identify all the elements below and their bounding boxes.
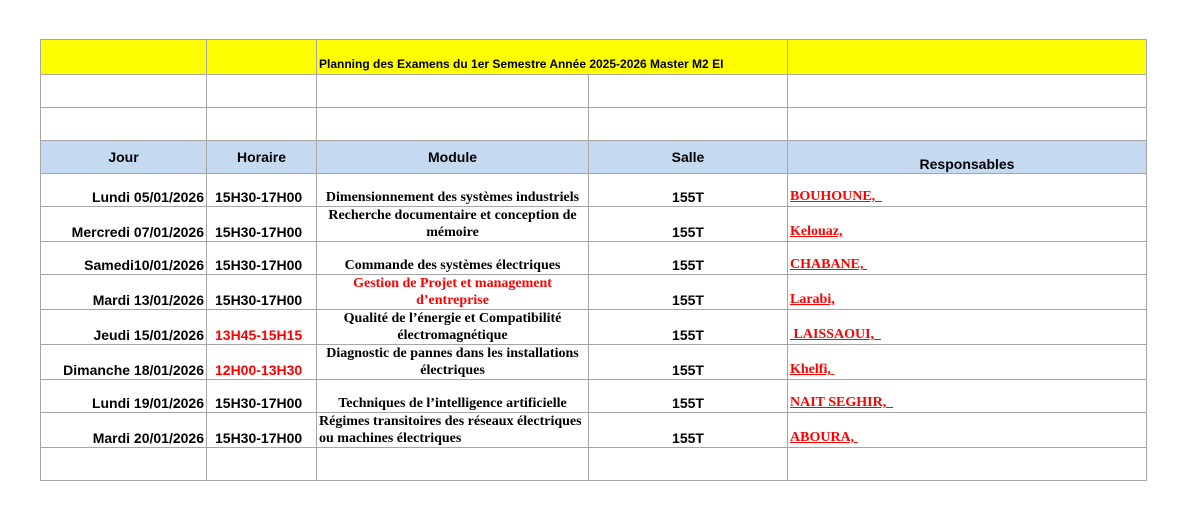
table-row [41, 380, 1147, 413]
salle-cell[interactable]: 155T [589, 174, 788, 207]
cell[interactable] [207, 108, 317, 141]
title-row [41, 40, 1147, 75]
module-cell[interactable]: Dimensionnement des systèmes industriels [317, 174, 589, 207]
salle-cell[interactable]: 155T [589, 275, 788, 310]
cell[interactable] [317, 75, 589, 108]
cell[interactable] [317, 448, 589, 481]
jour-cell[interactable]: Mardi 20/01/2026 [41, 413, 207, 448]
cell[interactable] [788, 448, 1147, 481]
table-row [41, 310, 1147, 345]
salle-cell[interactable]: 155T [589, 310, 788, 345]
salle-cell[interactable]: 155T [589, 380, 788, 413]
cell[interactable] [41, 448, 207, 481]
responsable-cell[interactable]: ABOURA, [788, 413, 1147, 448]
cell[interactable] [41, 40, 207, 75]
horaire-cell[interactable]: 15H30-17H00 [207, 275, 317, 310]
cell[interactable] [788, 40, 1147, 75]
salle-cell[interactable]: 155T [589, 413, 788, 448]
header-responsables[interactable]: Responsables [788, 141, 1147, 174]
responsable-cell[interactable]: Khelfi, [788, 345, 1147, 380]
module-cell[interactable]: Techniques de l’intelligence artificielle [317, 380, 589, 413]
header-salle[interactable]: Salle [589, 141, 788, 174]
table-row [41, 345, 1147, 380]
cell[interactable] [41, 75, 207, 108]
cell[interactable] [41, 108, 207, 141]
module-cell[interactable]: Diagnostic de pannes dans les installations électriques [317, 345, 589, 380]
jour-cell[interactable]: Samedi10/01/2026 [41, 242, 207, 275]
horaire-cell[interactable]: 15H30-17H00 [207, 207, 317, 242]
header-horaire[interactable]: Horaire [207, 141, 317, 174]
table-row [41, 242, 1147, 275]
responsable-cell[interactable]: CHABANE, [788, 242, 1147, 275]
horaire-cell[interactable]: 13H45-15H15 [207, 310, 317, 345]
jour-cell[interactable]: Lundi 05/01/2026 [41, 174, 207, 207]
horaire-cell[interactable]: 15H30-17H00 [207, 174, 317, 207]
jour-cell[interactable]: Mercredi 07/01/2026 [41, 207, 207, 242]
salle-cell[interactable]: 155T [589, 207, 788, 242]
horaire-cell[interactable]: 12H00-13H30 [207, 345, 317, 380]
table-row [41, 207, 1147, 242]
module-cell[interactable]: Qualité de l’énergie et Compatibilité électromagnétique [317, 310, 589, 345]
table-row [41, 275, 1147, 310]
responsable-cell[interactable]: Larabi, [788, 275, 1147, 310]
cell[interactable] [207, 448, 317, 481]
responsable-cell[interactable]: Kelouaz, [788, 207, 1147, 242]
table-row [41, 413, 1147, 448]
header-row [41, 141, 1147, 174]
cell[interactable] [589, 75, 788, 108]
jour-cell[interactable]: Lundi 19/01/2026 [41, 380, 207, 413]
empty-row [41, 448, 1147, 481]
salle-cell[interactable]: 155T [589, 345, 788, 380]
header-module[interactable]: Module [317, 141, 589, 174]
responsable-cell[interactable]: NAIT SEGHIR, [788, 380, 1147, 413]
page-title: Planning des Examens du 1er Semestre Année 2025-2026 Master M2 EI [319, 57, 724, 71]
responsable-cell[interactable]: LAISSAOUI, [788, 310, 1147, 345]
jour-cell[interactable]: Mardi 13/01/2026 [41, 275, 207, 310]
module-cell[interactable]: Recherche documentaire et conception de mémoire [317, 207, 589, 242]
cell[interactable] [788, 75, 1147, 108]
cell[interactable] [788, 108, 1147, 141]
horaire-cell[interactable]: 15H30-17H00 [207, 380, 317, 413]
salle-cell[interactable]: 155T [589, 242, 788, 275]
cell[interactable] [589, 108, 788, 141]
cell[interactable] [589, 448, 788, 481]
exam-schedule-table [40, 39, 1147, 481]
cell[interactable] [207, 40, 317, 75]
empty-row [41, 75, 1147, 108]
horaire-cell[interactable]: 15H30-17H00 [207, 242, 317, 275]
header-jour[interactable]: Jour [41, 141, 207, 174]
module-cell[interactable]: Régimes transitoires des réseaux électriques ou machines électriques [317, 413, 589, 448]
table-row [41, 174, 1147, 207]
title-cell[interactable] [317, 40, 788, 75]
horaire-cell[interactable]: 15H30-17H00 [207, 413, 317, 448]
module-cell[interactable]: Gestion de Projet et management d’entreprise [317, 275, 589, 310]
jour-cell[interactable]: Jeudi 15/01/2026 [41, 310, 207, 345]
jour-cell[interactable]: Dimanche 18/01/2026 [41, 345, 207, 380]
responsable-cell[interactable]: BOUHOUNE, [788, 174, 1147, 207]
cell[interactable] [317, 108, 589, 141]
module-cell[interactable]: Commande des systèmes électriques [317, 242, 589, 275]
empty-row [41, 108, 1147, 141]
cell[interactable] [207, 75, 317, 108]
